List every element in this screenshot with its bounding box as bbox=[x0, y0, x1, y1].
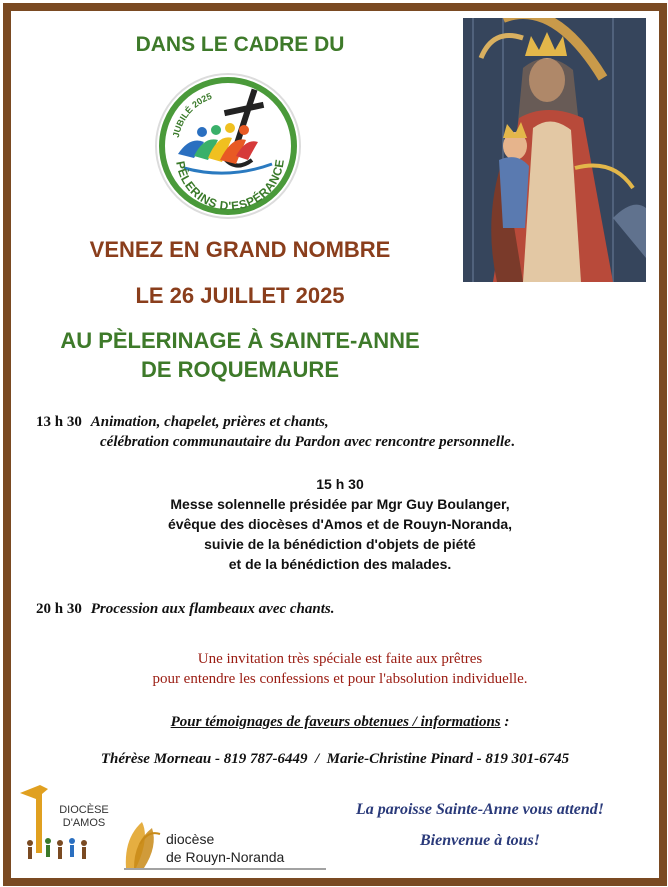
priest-invitation-line1: Une invitation très spéciale est faite aux prêtres bbox=[197, 651, 483, 667]
schedule-desc-3: Procession aux flambeaux avec chants. bbox=[90, 601, 335, 617]
schedule-item-1: 13 h 30 Animation, chapelet, prières et chants, célébration communautaire du Pardon avec rencontre personnelle. bbox=[36, 414, 515, 450]
heading-date: LE 26 JUILLET 2025 bbox=[135, 283, 345, 308]
closing-message bbox=[330, 794, 630, 856]
schedule-desc-2b: évêque des diocèses d'Amos et de Rouyn-Noranda, bbox=[167, 516, 513, 532]
svg-text:DIOCÈSE: DIOCÈSE bbox=[59, 804, 109, 816]
heading-come-in-numbers: VENEZ EN GRAND NOMBRE bbox=[89, 237, 391, 262]
heading-pilgrimage-line2: DE ROQUEMAURE bbox=[140, 357, 339, 382]
statue-photo bbox=[463, 18, 646, 282]
svg-text:JUBILÉ 2025: JUBILÉ 2025 bbox=[170, 90, 214, 139]
schedule-item-3 bbox=[36, 599, 636, 619]
contact-heading-text: Pour témoignages de faveurs obtenues / informations bbox=[170, 714, 501, 730]
heading-pilgrimage bbox=[20, 326, 460, 384]
contact-heading-suffix: : bbox=[500, 714, 510, 730]
svg-text:PÈLERINS D'ESPÉRANCE: PÈLERINS D'ESPÉRANCE bbox=[173, 158, 288, 214]
schedule-desc-2c: suivie de la bénédiction d'objets de piété bbox=[204, 536, 476, 552]
diocese-rouyn-noranda-logo bbox=[120, 818, 340, 872]
svg-text:D'AMOS: D'AMOS bbox=[62, 817, 106, 829]
schedule-time-3: 20 h 30 bbox=[36, 601, 82, 617]
contact-persons: Thérèse Morneau - 819 787-6449 / Marie-Christine Pinard - 819 301-6745 bbox=[100, 751, 570, 767]
svg-text:diocèse: diocèse bbox=[166, 831, 215, 847]
schedule-item-2 bbox=[60, 474, 620, 574]
closing-line1: La paroisse Sainte-Anne vous attend! bbox=[355, 801, 605, 818]
closing-line2: Bienvenue à tous! bbox=[419, 832, 540, 849]
schedule-time-2: 15 h 30 bbox=[316, 476, 364, 492]
schedule-desc-1a: Animation, chapelet, prières et chants, bbox=[90, 414, 329, 430]
schedule-desc-1b: célébration communautaire du Pardon avec rencontre personnelle bbox=[100, 434, 511, 450]
schedule-desc-2d: et de la bénédiction des malades. bbox=[228, 556, 452, 572]
heading-pilgrimage-line1: AU PÈLERINAGE À SAINTE-ANNE bbox=[60, 328, 420, 353]
svg-text:de Rouyn-Noranda: de Rouyn-Noranda bbox=[166, 849, 285, 865]
top-heading: DANS LE CADRE DU bbox=[135, 33, 345, 56]
priest-invitation bbox=[40, 649, 640, 689]
jubilee-logo-icon bbox=[154, 72, 302, 220]
schedule-time-1: 13 h 30 bbox=[36, 414, 82, 430]
priest-invitation-line2: pour entendre les confessions et pour l'absolution individuelle. bbox=[152, 671, 528, 687]
schedule-desc-2a: Messe solennelle présidée par Mgr Guy Boulanger, bbox=[170, 496, 510, 512]
diocese-amos-logo bbox=[14, 785, 124, 870]
contact-heading bbox=[40, 714, 640, 731]
